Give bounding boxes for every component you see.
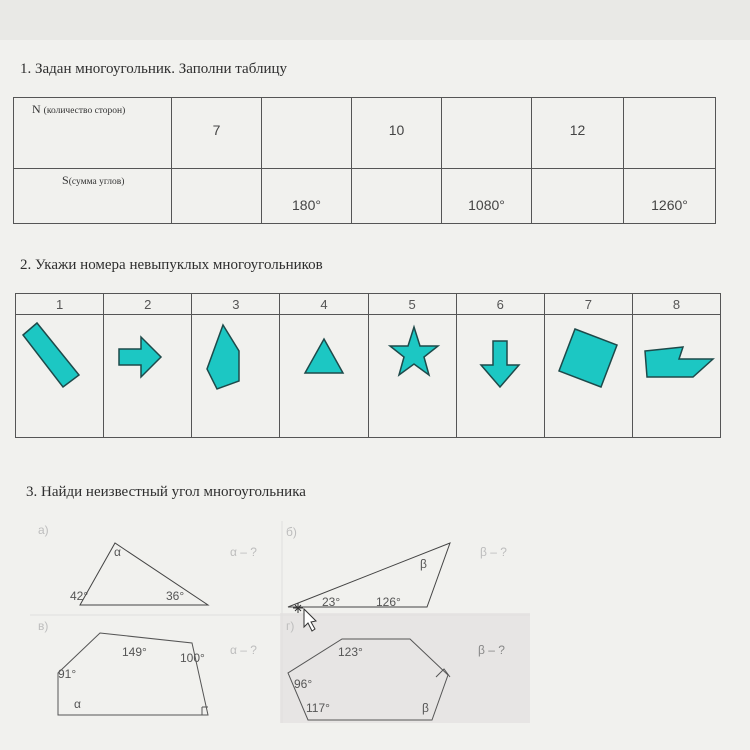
table-cell[interactable]	[532, 169, 624, 224]
table-cell[interactable]: 1080°	[442, 169, 532, 224]
rotated-rectangle-icon	[17, 315, 103, 399]
problem-v-tag: в)	[38, 619, 49, 633]
irregular-pentagon-icon	[193, 315, 279, 399]
angle-alpha-v: α	[74, 697, 81, 711]
ask-v: α – ?	[230, 643, 257, 657]
table-cell[interactable]: 7	[172, 98, 262, 169]
triangle-b	[288, 543, 450, 607]
angle-126: 126°	[376, 595, 401, 609]
arrow-right-icon	[105, 315, 191, 399]
task3-title: 3. Найди неизвестный угол многоугольника	[26, 484, 306, 500]
irregular-hexagon-icon	[633, 315, 719, 399]
shape-number: 5	[368, 294, 456, 315]
ask-a: α – ?	[230, 545, 257, 559]
problem-g-tag: г)	[286, 619, 295, 633]
shape-number: 3	[192, 294, 280, 315]
row-head-s	[14, 169, 172, 224]
angle-96: 96°	[294, 677, 313, 691]
angle-alpha-a: α	[114, 545, 121, 559]
angle-beta-g: β	[422, 701, 429, 715]
table-cell[interactable]: 180°	[262, 169, 352, 224]
angle-117: 117°	[306, 701, 330, 715]
rotated-square-icon	[545, 315, 631, 399]
ask-g: β – ?	[478, 643, 505, 657]
row-head-n	[14, 98, 172, 169]
shape-number: 2	[104, 294, 192, 315]
shape-cell-5[interactable]	[368, 315, 456, 438]
angles-sum-table	[13, 97, 716, 224]
shape-cell-7[interactable]	[544, 315, 632, 438]
angle-36: 36°	[166, 589, 185, 603]
table-cell[interactable]: 1260°	[624, 169, 716, 224]
task2-title: 2. Укажи номера невыпуклых многоугольников	[20, 257, 323, 273]
polygons-table	[15, 293, 721, 438]
table-cell[interactable]	[352, 169, 442, 224]
shape-number: 1	[16, 294, 104, 315]
angle-23: 23°	[322, 595, 341, 609]
shape-cell-4[interactable]	[280, 315, 368, 438]
n-caption: (количество сторон)	[43, 106, 126, 116]
angle-149: 149°	[122, 645, 147, 659]
task1-title: 1. Задан многоугольник. Заполни таблицу	[20, 61, 288, 77]
n-label: N	[32, 102, 41, 116]
angle-123: 123°	[338, 645, 363, 659]
table-cell[interactable]	[624, 98, 716, 169]
table-cell[interactable]: 12	[532, 98, 624, 169]
triangle-icon	[281, 315, 367, 399]
angle-42: 42°	[70, 589, 89, 603]
arrow-down-icon	[457, 315, 543, 399]
shape-number: 6	[456, 294, 544, 315]
s-label: S	[62, 173, 69, 187]
shape-number: 8	[632, 294, 720, 315]
shape-cell-2[interactable]	[104, 315, 192, 438]
star-icon	[369, 315, 455, 399]
shape-cell-6[interactable]	[456, 315, 544, 438]
angle-beta-b: β	[420, 557, 427, 571]
shape-number: 7	[544, 294, 632, 315]
angle-100: 100°	[180, 651, 205, 665]
angle-problems-figures	[30, 515, 532, 723]
angle-problems	[30, 515, 532, 723]
s-caption: (сумма углов)	[68, 177, 125, 187]
table-cell[interactable]	[172, 169, 262, 224]
shape-number: 4	[280, 294, 368, 315]
ask-b: β – ?	[480, 545, 507, 559]
problem-a-tag: а)	[38, 523, 49, 537]
shape-cell-8[interactable]	[632, 315, 720, 438]
table-cell[interactable]	[262, 98, 352, 169]
problem-b-tag: б)	[286, 525, 297, 539]
shape-cell-1[interactable]	[16, 315, 104, 438]
table-cell[interactable]: 10	[352, 98, 442, 169]
shape-cell-3[interactable]	[192, 315, 280, 438]
triangle-a	[80, 543, 208, 605]
table-cell[interactable]	[442, 98, 532, 169]
angle-91: 91°	[58, 667, 77, 681]
